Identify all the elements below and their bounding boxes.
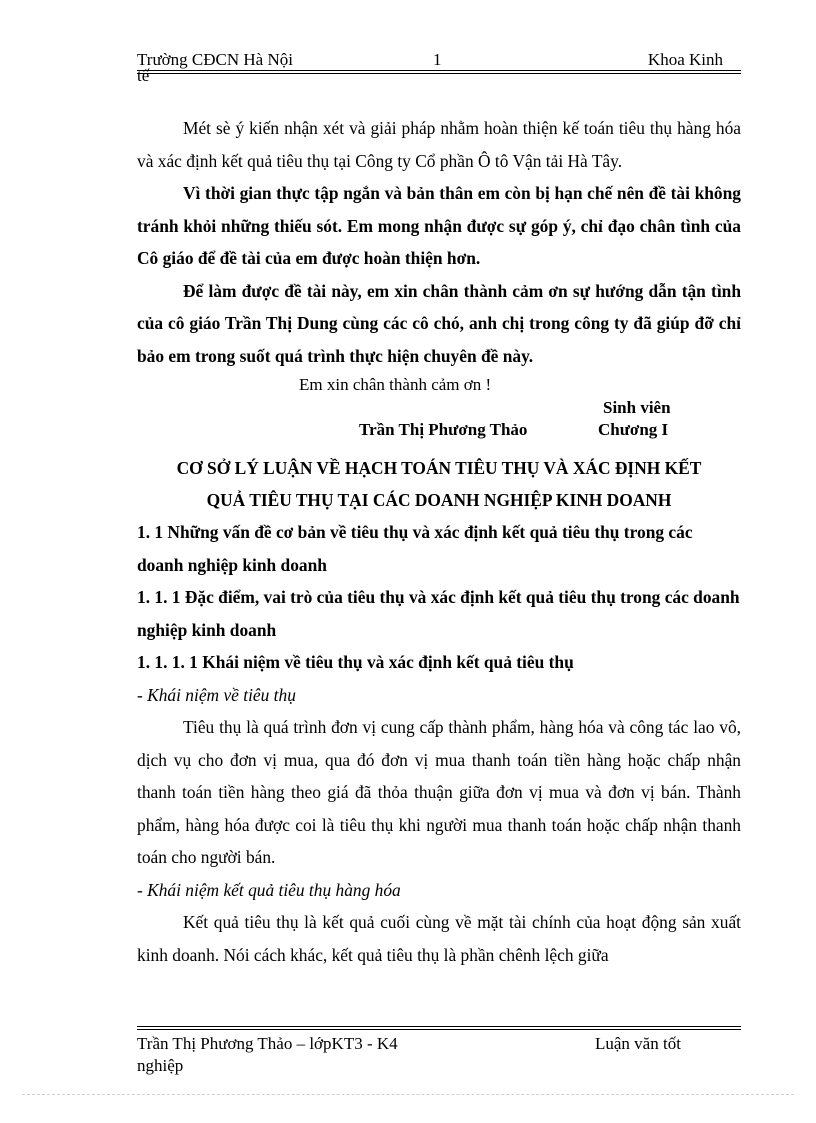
subheading-consumption-concept: - Khái niệm về tiêu thụ <box>137 684 296 705</box>
footer-rule-double <box>137 1029 741 1030</box>
chapter-title-line-1: CƠ SỞ LÝ LUẬN VỀ HẠCH TOÁN TIÊU THỤ VÀ XÁC ĐỊNH KẾT <box>176 458 702 478</box>
footer-rule <box>137 1026 741 1027</box>
footer-thesis: Luận văn tốt <box>595 1034 681 1053</box>
header-school: Trường CĐCN Hà Nội <box>137 50 293 69</box>
header-rule-double <box>137 73 741 74</box>
footer-thesis-wrap: nghiệp <box>137 1056 184 1075</box>
page-edge-divider <box>22 1094 794 1095</box>
paragraph-acknowledgement: Để làm được đề tài này, em xin chân thành cảm ơn sự hướng dẫn tận tình của cô giáo Trần Thị Dung cùng các cô chó, anh chị trong công ty đã giúp đỡ chỉ bảo em trong suốt quá trình thực hiện chuyên đề này. <box>137 280 741 366</box>
subheading-result-concept: - Khái niệm kết quả tiêu thụ hàng hóa <box>137 879 401 900</box>
paragraph-result-definition: Kết quả tiêu thụ là kết quả cuối cùng về mặt tài chính của hoạt động sản xuất kinh doanh. Nói cách khác, kết quả tiêu thụ là phần chênh lệch giữa <box>137 912 741 965</box>
paragraph-consumption-definition: Tiêu thụ là quá trình đơn vị cung cấp thành phẩm, hàng hóa và công tác lao vô, dịch vụ cho đơn vị mua, qua đó đơn vị mua thanh toán tiền hàng hoặc chấp nhận thanh toán tiền hàng theo giá đã thỏa thuận giữa đơn vị mua và đơn vị bán. Thành phẩm, hàng hóa được coi là tiêu thụ khi người mua thanh toán hoặc chấp nhận thanh toán cho người bán. <box>137 717 741 867</box>
heading-1-1: 1. 1 Những vấn đề cơ bản về tiêu thụ và xác định kết quả tiêu thụ trong các doanh nghiệp kinh doanh <box>137 522 693 575</box>
student-name: Trần Thị Phương Thảo <box>359 420 528 439</box>
header-rule <box>137 70 741 71</box>
heading-1-1-1-1: 1. 1. 1. 1 Khái niệm về tiêu thụ và xác định kết quả tiêu thụ <box>137 652 574 672</box>
footer-author: Trần Thị Phương Thảo – lớpKT3 - K4 <box>137 1034 398 1053</box>
thanks-line: Em xin chân thành cảm ơn ! <box>299 375 492 394</box>
header-department: Khoa Kinh <box>647 50 723 69</box>
paragraph-intro: Mét sè ý kiến nhận xét và giải pháp nhằm hoàn thiện kế toán tiêu thụ hàng hóa và xác định kết quả tiêu thụ tại Công ty Cổ phần Ô tô Vận tải Hà Tây. <box>137 118 741 171</box>
chapter-label: Chương I <box>598 420 669 439</box>
header-department-wrap: tế <box>137 66 150 85</box>
page-body <box>137 112 741 971</box>
heading-1-1-1: 1. 1. 1 Đặc điểm, vai trò của tiêu thụ và xác định kết quả tiêu thụ trong các doanh nghiệp kinh doanh <box>137 587 740 640</box>
chapter-title-line-2: QUẢ TIÊU THỤ TẠI CÁC DOANH NGHIỆP KINH DOANH <box>206 490 672 510</box>
signature-block <box>137 398 741 452</box>
header-page-number: 1 <box>433 50 442 69</box>
paragraph-limitations: Vì thời gian thực tập ngắn và bản thân em còn bị hạn chế nên đề tài không tránh khỏi những thiếu sót. Em mong nhận được sự góp ý, chỉ đạo chân tình của Cô giáo để đề tài của em được hoàn thiện hơn. <box>137 183 741 268</box>
student-label: Sinh viên <box>603 398 671 417</box>
